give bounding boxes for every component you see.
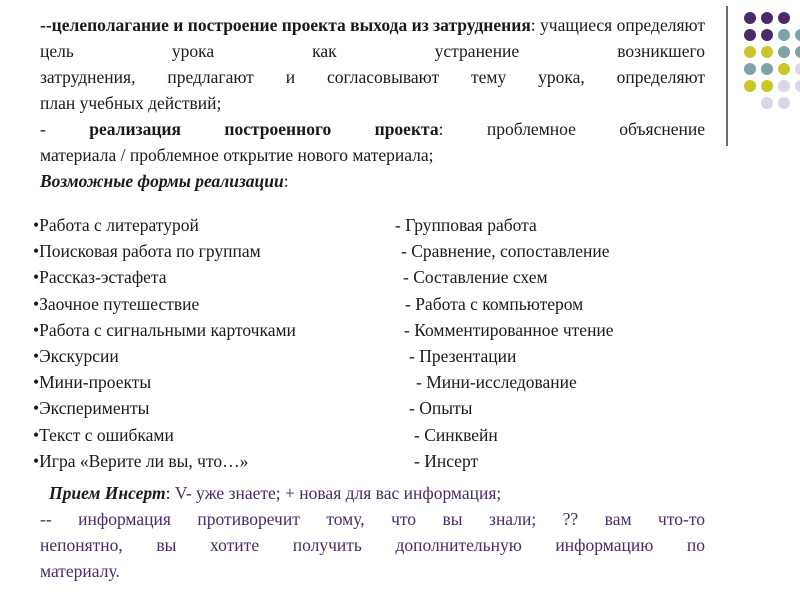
form-left-item: •Экскурсии [33,345,119,366]
form-row [33,369,733,395]
decorative-dot [761,12,773,24]
decorative-dot [761,63,773,75]
realization-lead: - [40,119,90,139]
form-row [33,422,733,448]
form-left-item: •Мини-проекты [33,372,152,393]
decorative-dot [744,12,756,24]
realization-bold: реализация построенного проекта [89,119,439,139]
form-left-item: •Заочное путешествие [33,293,200,314]
goal-setting-bold: --целеполагание и построение проекта выхода из затруднения [40,15,531,35]
decorative-dot [795,80,800,92]
decorative-dot [778,29,790,41]
form-right-item: - Групповая работа [395,215,537,235]
decorative-dot [744,29,756,41]
form-right-item: - Синквейн [414,424,498,445]
form-right-item: - Мини-исследование [416,372,577,393]
decorative-dot [761,80,773,92]
form-left-item: •Игра «Верите ли вы, что…» [33,450,249,471]
insert-heading-line [40,480,705,506]
form-right-item: - Комментированное чтение [404,319,614,340]
form-left-item: •Работа с сигнальными карточками [33,319,296,340]
insert-section [40,480,705,584]
insert-rule-1: V- уже знаете; + новая для вас информация; [174,483,502,503]
intro-text [40,12,705,194]
decorative-dot [795,29,800,41]
insert-line-3: непонятно, вы хотите получить дополнительную информацию по [40,535,705,555]
realization-text: : проблемное объяснение [438,119,705,139]
decorative-dot [778,97,790,109]
form-row [33,395,733,421]
form-right-item: - Инсерт [414,450,479,471]
forms-list [33,212,733,474]
form-row [33,291,733,317]
decorative-dot [795,63,800,75]
decorative-dot [744,63,756,75]
form-right-item: - Работа с компьютером [405,293,584,314]
decorative-dot [744,46,756,58]
form-right-item: - Презентации [409,345,517,366]
form-right-item: - Сравнение, сопоставление [401,241,610,262]
form-row [33,343,733,369]
decorative-dot [761,46,773,58]
insert-line-4: материалу. [40,561,120,581]
decorative-dot [778,46,790,58]
intro-line-4 [40,116,705,142]
form-left-item: •Эксперименты [33,398,150,419]
form-row [33,317,733,343]
insert-line-2: -- информация противоречит тому, что вы знали; ?? вам что-то [40,509,705,529]
form-row [33,238,733,264]
decorative-vertical-line [726,6,728,146]
decorative-dot [778,63,790,75]
decorative-dot [761,29,773,41]
intro-line-5: материала / проблемное открытие нового материала; [40,145,434,165]
decorative-dot [761,97,773,109]
decorative-dot [795,46,800,58]
form-left-item: •Работа с литературой [33,215,199,235]
form-row [33,212,733,238]
forms-heading: Возможные формы реализации: [40,171,289,191]
intro-line-2: затруднения, предлагают и согласовывают тему урока, определяют [40,67,705,87]
decorative-dot [744,80,756,92]
form-right-item: - Опыты [409,398,473,419]
decorative-dot [778,12,790,24]
insert-colon: : [165,483,175,503]
form-row [33,448,733,474]
insert-heading: Прием Инсерт [49,483,166,503]
goal-setting-text: : учащиеся определяют цель урока как устранение возникшего [40,15,705,61]
form-left-item: •Рассказ-эстафета [33,267,167,288]
form-left-item: •Поисковая работа по группам [33,241,261,262]
form-right-item: - Составление схем [403,267,548,288]
form-left-item: •Текст с ошибками [33,424,174,445]
intro-line-3: план учебных действий; [40,93,222,113]
decorative-dot [778,80,790,92]
form-row [33,264,733,290]
intro-line-1 [40,12,705,64]
